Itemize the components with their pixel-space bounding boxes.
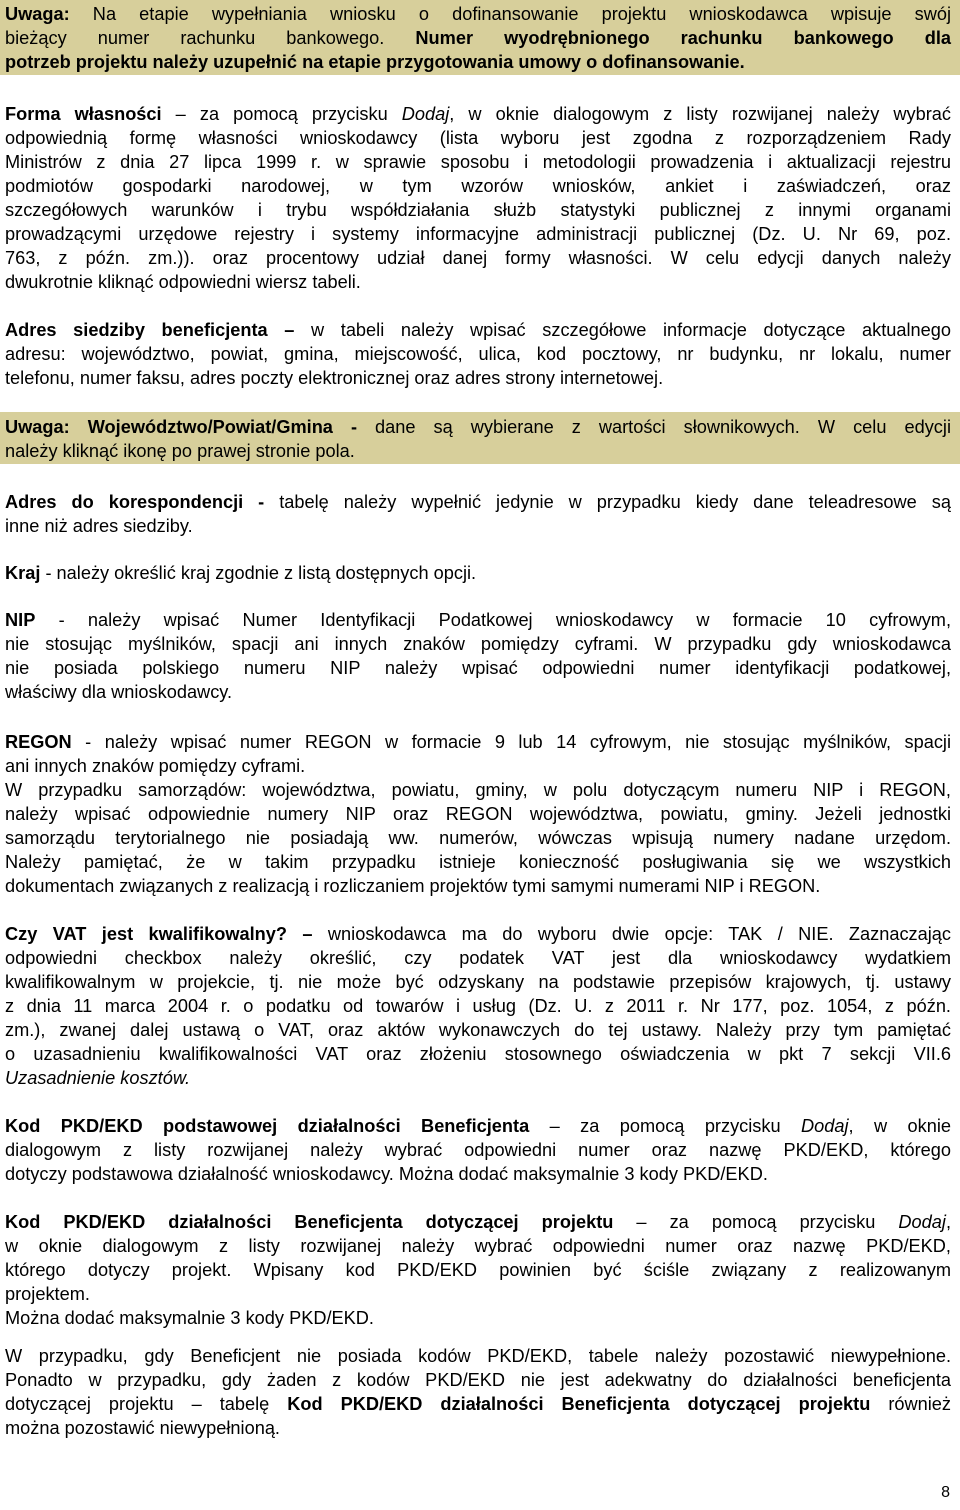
text-run: samorządu terytorialnego nie posiadają ww. numerów, wówczas wpisują numery nadane urzędom. — [5, 828, 951, 848]
text-line — [5, 1210, 951, 1234]
text-line — [5, 1368, 951, 1392]
text-run: Można dodać maksymalnie 3 kody PKD/EKD. — [5, 1308, 374, 1328]
registered-address-paragraph — [5, 318, 951, 390]
bold-run: Kod PKD/EKD podstawowej działalności Beneficjenta — [5, 1116, 530, 1136]
text-line — [5, 754, 951, 778]
italic-run: Uzasadnienie kosztów. — [5, 1068, 191, 1088]
text-line — [5, 26, 951, 50]
text-run: wnioskodawca ma do wyboru dwie opcje: TAK / NIE. Zaznaczając — [312, 924, 951, 944]
text-run: odpowiedni checkbox należy określić, czy podatek VAT jest dla wnioskodawcy wydatkiem — [5, 948, 951, 968]
text-run: dotyczącej projektu – tabelę — [5, 1394, 288, 1414]
primary-pkd-paragraph — [5, 1114, 951, 1186]
text-line — [5, 126, 951, 150]
text-line — [5, 946, 951, 970]
text-line — [5, 270, 951, 294]
text-run: 763, z późn. zm.)). oraz procentowy udział danej formy własności. W celu edycji danych należy — [5, 248, 951, 268]
text-line — [5, 102, 951, 126]
text-run: kwalifikowalnym w projekcie, tj. nie może być odzyskany na podstawie przepisów krajowych, tj. ustawy — [5, 972, 951, 992]
text-line — [5, 680, 951, 704]
text-line — [5, 561, 951, 585]
text-line — [5, 778, 951, 802]
text-line — [5, 1282, 951, 1306]
text-line — [5, 514, 951, 538]
text-line — [5, 656, 951, 680]
bold-run: Adres siedziby beneficjenta – — [5, 320, 295, 340]
text-line — [5, 802, 951, 826]
text-run: - należy wpisać numer REGON w formacie 9 lub 14 cyfrowym, nie stosując myślników, spacji — [71, 732, 951, 752]
text-run: dotyczy podstawowa działalność wnioskodawcy. Można dodać maksymalnie 3 kody PKD/EKD. — [5, 1164, 768, 1184]
page-number: 8 — [941, 1484, 950, 1501]
text-run: Ministrów z dnia 27 lipca 1999 r. w sprawie sposobu i metodologii prowadzenia i aktualizacji rejestru — [5, 152, 951, 172]
text-line — [5, 415, 951, 439]
text-run: w tabeli należy wpisać szczegółowe informacje dotyczące aktualnego — [294, 320, 952, 340]
text-line — [5, 922, 951, 946]
text-run: adresu: województwo, powiat, gmina, miejscowość, ulica, kod pocztowy, nr budynku, nr lokalu, numer — [5, 344, 951, 364]
text-line — [5, 198, 951, 222]
text-line — [5, 826, 951, 850]
text-run: ani innych znaków pomiędzy cyframi. — [5, 756, 306, 776]
text-run: Ponadto w przypadku, gdy żaden z kodów PKD/EKD nie jest adekwatny do działalności beneficjenta — [5, 1370, 951, 1390]
text-run: dwukrotnie kliknąć odpowiedni wiersz tabeli. — [5, 272, 361, 292]
vat-paragraph — [5, 922, 951, 1090]
text-run: należy kliknąć ikonę po prawej stronie pola. — [5, 441, 355, 461]
text-run: - należy określić kraj zgodnie z listą dostępnych opcji. — [40, 563, 477, 583]
country-paragraph — [5, 561, 951, 585]
text-line — [5, 608, 951, 632]
regon-paragraph — [5, 730, 951, 898]
text-run: zm.), zwanej dalej ustawą o VAT, oraz aktów wykonawczych do tej ustawy. Należy przy tym pamiętać — [5, 1020, 951, 1040]
italic-run: Dodaj — [898, 1212, 946, 1232]
voivodeship-notice-text — [5, 415, 951, 463]
text-run: dokumentach związanych z realizacją i rozliczaniem projektów tymi samymi numerami NIP i REGON. — [5, 876, 821, 896]
bold-run: REGON — [5, 732, 72, 752]
text-line — [5, 730, 951, 754]
text-line — [5, 632, 951, 656]
text-line — [5, 1344, 951, 1368]
nip-paragraph — [5, 608, 951, 704]
text-run: projektem. — [5, 1284, 90, 1304]
text-run: telefonu, numer faksu, adres poczty elektronicznej oraz adres strony internetowej. — [5, 368, 664, 388]
text-run: podmiotów gospodarki narodowej, w tym wzorów wniosków, ankiet i zaświadczeń, oraz — [5, 176, 951, 196]
project-pkd-paragraph — [5, 1210, 951, 1330]
text-line — [5, 1392, 951, 1416]
text-line — [5, 490, 951, 514]
text-run: – za pomocą przycisku — [161, 104, 402, 124]
italic-run: Dodaj — [401, 104, 450, 124]
text-run: bieżący numer rachunku bankowego. — [5, 28, 416, 48]
text-run: odpowiednią formę własności wnioskodawcy (lista wyboru jest zgodna z rozporządzeniem Rady — [5, 128, 951, 148]
text-line — [5, 246, 951, 270]
bold-run: potrzeb projektu należy uzupełnić na etapie przygotowania umowy o dofinansowanie. — [5, 52, 745, 72]
text-line — [5, 1138, 951, 1162]
text-line — [5, 342, 951, 366]
text-line — [5, 174, 951, 198]
text-line — [5, 970, 951, 994]
text-run: W przypadku samorządów: województwa, powiatu, gminy, w polu dotyczącym numeru NIP i REGON, — [5, 780, 951, 800]
text-run: nie stosując myślników, spacji ani innych znaków pomiędzy cyframi. W przypadku gdy wnioskodawca — [5, 634, 951, 654]
text-run: w oknie dialogowym z listy rozwijanej należy wybrać odpowiedni numer oraz nazwę PKD/EKD, — [5, 1236, 951, 1256]
text-run: – za pomocą przycisku — [613, 1212, 899, 1232]
text-run: - należy wpisać Numer Identyfikacji Podatkowej wnioskodawcy w formacie 10 cyfrowym, — [35, 610, 951, 630]
text-line — [5, 1042, 951, 1066]
text-line — [5, 150, 951, 174]
text-line — [5, 366, 951, 390]
text-run: również — [870, 1394, 951, 1414]
bank-account-notice — [0, 0, 960, 75]
text-run: z dnia 11 marca 2004 r. o podatku od towarów i usług (Dz. U. z 2011 r. Nr 177, poz. 1054, z późn. — [5, 996, 951, 1016]
text-run: nie posiada polskiego numeru NIP należy wpisać odpowiedni numer identyfikacji podatkowej, — [5, 658, 951, 678]
text-line — [5, 318, 951, 342]
bold-run: Uwaga: Województwo/Powiat/Gmina - — [5, 417, 358, 437]
bold-run: Kraj — [5, 563, 41, 583]
italic-run: Dodaj — [801, 1116, 849, 1136]
text-run: szczegółowych warunków i trybu współdziałania służb statystyki publicznej z innymi organami — [5, 200, 951, 220]
bank-account-notice-text — [5, 2, 951, 74]
bold-run: Kod PKD/EKD działalności Beneficjenta dotyczącej projektu — [5, 1212, 614, 1232]
correspondence-address-paragraph — [5, 490, 951, 538]
bold-run: Uwaga: — [5, 4, 70, 24]
text-run: – za pomocą przycisku — [529, 1116, 802, 1136]
text-line — [5, 1306, 951, 1330]
ownership-form-paragraph — [5, 102, 951, 294]
text-line — [5, 50, 951, 74]
text-run: Na etapie wypełniania wniosku o dofinansowanie projektu wnioskodawca wpisuje swój — [69, 4, 951, 24]
text-run: prowadzącymi urzędowe rejestry i systemy informacyjne administracji publicznej (Dz. U. Nr 69, poz. — [5, 224, 951, 244]
bold-run: Kod PKD/EKD działalności Beneficjenta dotyczącej projektu — [287, 1394, 871, 1414]
text-run: inne niż adres siedziby. — [5, 516, 193, 536]
text-line — [5, 2, 951, 26]
text-run: można pozostawić niewypełnioną. — [5, 1418, 280, 1438]
text-run: Należy pamiętać, że w takim przypadku istnieje konieczność posługiwania się we wszystkich — [5, 852, 951, 872]
text-line — [5, 439, 951, 463]
text-run: dane są wybierane z wartości słownikowych. W celu edycji — [357, 417, 951, 437]
bold-run: Forma własności — [5, 104, 162, 124]
text-run: , — [945, 1212, 951, 1232]
text-run: tabelę należy wypełnić jedynie w przypadku kiedy dane teleadresowe są — [264, 492, 951, 512]
text-line — [5, 850, 951, 874]
text-line — [5, 1114, 951, 1138]
text-run: którego dotyczy projekt. Wpisany kod PKD/EKD powinien być ściśle związany z realizowanym — [5, 1260, 951, 1280]
bold-run: NIP — [5, 610, 36, 630]
text-run: właściwy dla wnioskodawcy. — [5, 682, 233, 702]
text-line — [5, 1258, 951, 1282]
bold-run: Czy VAT jest kwalifikowalny? – — [5, 924, 313, 944]
text-run: o uzasadnieniu kwalifikowalności VAT oraz złożeniu stosownego oświadczenia w pkt 7 sekcji VII.6 — [5, 1044, 951, 1064]
text-line — [5, 874, 951, 898]
text-run: W przypadku, gdy Beneficjent nie posiada kodów PKD/EKD, tabele należy pozostawić niewypełnione. — [5, 1346, 951, 1366]
text-run: należy wpisać odpowiednie numery NIP oraz REGON województwa, powiatu, gminy. Jeżeli jednostki — [5, 804, 951, 824]
bold-run: Numer wyodrębnionego rachunku bankowego dla — [415, 28, 951, 48]
bold-run: Adres do korespondencji - — [5, 492, 265, 512]
text-run: , w oknie — [848, 1116, 951, 1136]
text-run: , w oknie dialogowym z listy rozwijanej należy wybrać — [449, 104, 952, 124]
no-pkd-paragraph — [5, 1344, 951, 1440]
text-line — [5, 1162, 951, 1186]
text-line — [5, 1234, 951, 1258]
text-line — [5, 994, 951, 1018]
text-run: dialogowym z listy rozwijanej należy wybrać odpowiedni numer oraz nazwę PKD/EKD, którego — [5, 1140, 951, 1160]
text-line — [5, 1018, 951, 1042]
text-line — [5, 1066, 951, 1090]
text-line — [5, 222, 951, 246]
voivodeship-notice — [0, 412, 960, 464]
text-line — [5, 1416, 951, 1440]
